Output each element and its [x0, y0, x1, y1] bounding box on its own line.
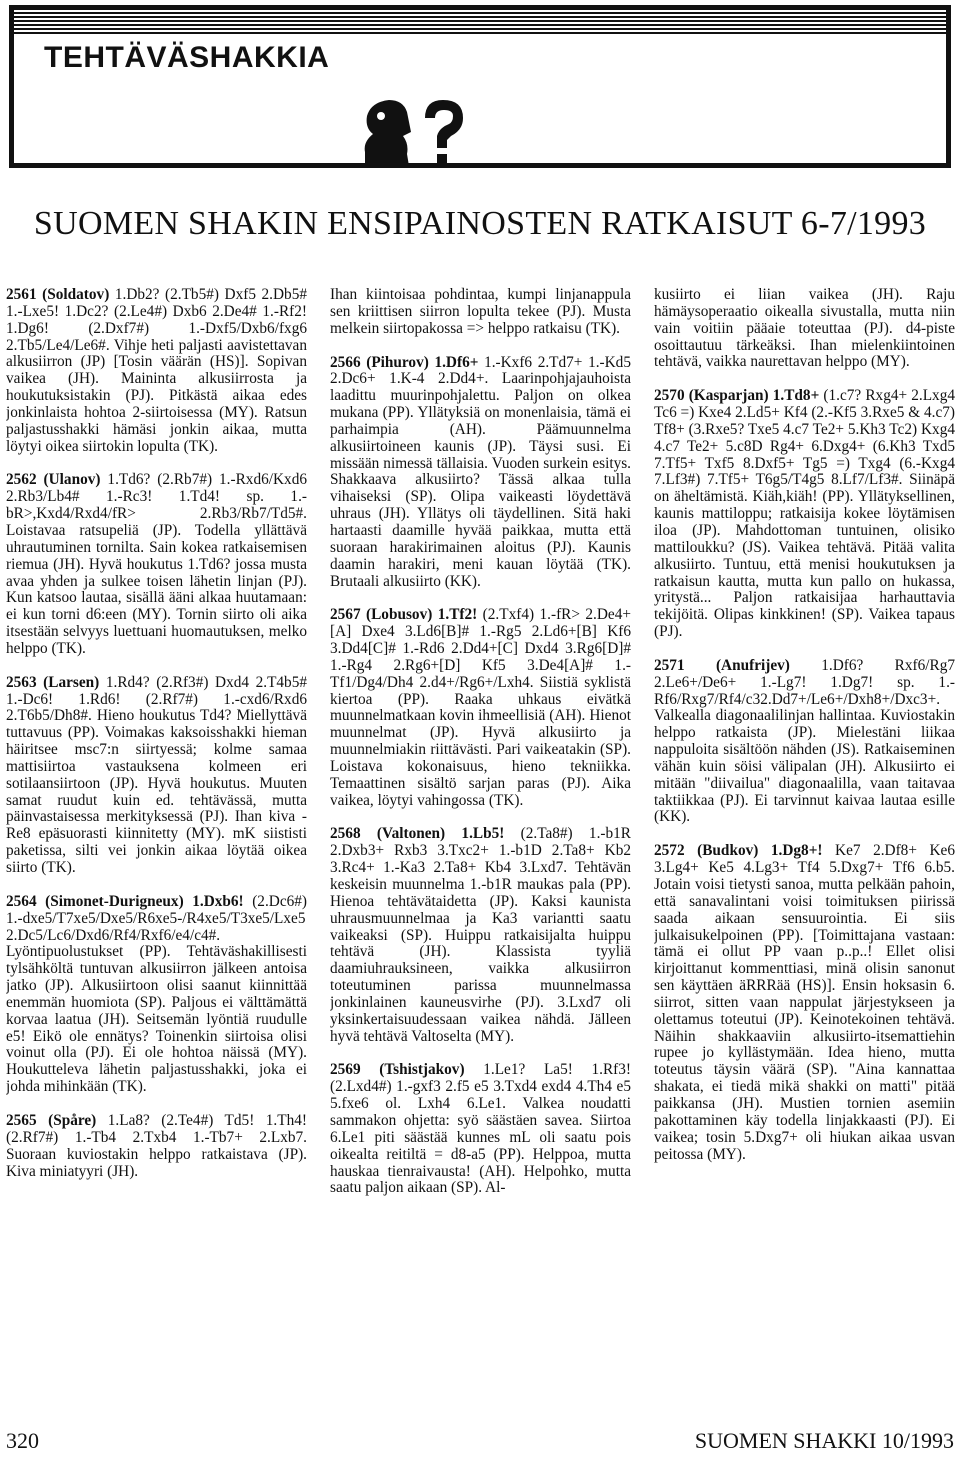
key-move: 1.Dg8+!: [758, 842, 823, 860]
problem-number: 2562 (Ulanov): [6, 471, 101, 489]
key-move: 1.Tf2!: [432, 606, 478, 624]
problem-number: 2564 (Simonet-Durigneux): [6, 892, 184, 910]
solution-entry: [6, 287, 307, 455]
knight-question-logo: [359, 92, 471, 168]
solution-text: (2.Dc6#) 1.-dxe5/T7xe5/Dxe5/R6xe5-/R4xe5/T3xe5/Lxe5 2.Dc5/Lc6/Dxd6/Rf4/Rxf6/e4/c4#. Lyöntipuolustukset (PP). Tehtäväshakillisesti tylsähköltä tuntuvan alkusiirron jälkeen antoisa jatko (JP). Alkusiirtoon olisi saanut kiinnittää enemmän huomiota (SP). Paljous ei välttämättä korvaa laatua (JH). Seitsemän lyöntiä ruudulle e5! Eikö ole ennätys? Toinenkin siirtoisa olisi voinut olla (PJ). Ei ole hohtoa näissä (MY). Houkutteleva lähetin paljastusshakki, joka ei johda mihinkään (TK).: [6, 892, 307, 1096]
solution-entry: [654, 388, 955, 641]
solution-entry: [330, 355, 631, 591]
solution-text: Ihan kiintoisaa pohdintaa, kumpi linjanappula sen kriittisen siirron lopulta tekee (PJ). Musta melkein siirtopakossa => helppo ratkaisu (TK).: [330, 287, 631, 337]
key-move: 1.Td8+: [768, 387, 820, 405]
problem-number: 2567 (Lobusov): [330, 606, 433, 624]
solution-text: kusiirto ei liian vaikea (JH). Raju hämäysoperaatio oikealla sivustalla, mutta niin vain voitiin pääaie toteuttaa (PJ). d4-piste osoittautuu tärkeäksi. Ihan mielenkiintoinen tehtävä, vaikka naurettavan helppo (MY).: [654, 287, 955, 371]
solution-entry: [6, 1113, 307, 1180]
question-mark-icon: [425, 100, 463, 164]
solution-text: (2.Ta8#) 1.-b1R 2.Dxb3+ Rxb3 3.Txc2+ 1.-b1D 2.Ta8+ Kb2 3.Rc4+ 1.-Ka3 2.Ta8+ Kb4 3.Lxd7. Tehtävän keskeisin muunnelma 1.-b1R maukas pala (PP). Hienoa tehtävätaidetta (JP). Kaksi kaunista uhrausmuunnelmaa ja Ka3 variantti saatu vaikeaksi (SP). Huippu ratkaisijalta huippu tehtävä (JH). Klassista tyyliä daamiuhrauksineen, vaikka alkusiirron toteutuminen parissa muunnelmassa jonkinlainen kauneusvirhe (PJ). 3.Lxd7 oli yksinkertaisuudessaan vaikea nähdä. Jälleen hyvä tehtävä Valtoselta (MY).: [330, 825, 631, 1045]
problem-number: 2565 (Spåre): [6, 1111, 97, 1129]
solution-text: 1.-Kxf6 2.Td7+ 1.-Kd5 2.Dc6+ 1.K-4 2.Dd4+. Laarinpohjajauhoista laadittu muurinpohjalettu. Paljon on olkea mukana (PP). Yllätyksiä on monenlaisia, tämä ei parhaimpia (AH). Päämuunnelma alkusiirtoineen kaunis (JP). Täysi susi. Ei missään nimessä tällaisia. Vuoden surkein esitys. Shakkaava alkusiirto? Tässä alkaa tulla vihaiseksi (SP). Olipa vaikeasti löydettävä uhraus (JH). Yllätys oli täydellinen. Sitä haki hartaasti daamille hyvää paikkaa, mutta että suoraan harakirimainen aloitus (PJ). Kaunis daamin harakiri, meni kauan löytää (TK). Brutaali alkusiirto (KK).: [330, 353, 631, 590]
problem-number: 2561 (Soldatov): [6, 287, 110, 303]
magazine-issue: SUOMEN SHAKKI 10/1993: [694, 1428, 954, 1453]
page-footer: [6, 1428, 954, 1456]
solution-text: 1.Df6? Rxf6/Rg7 2.Le6+/De6+ 1.-Lg7! 1.Dg7! sp. 1.-Rf6/Rxg7/Rf4/c32.Dd7+/Le6+/Dxh8+/Dxc3+. Valkealla diagonaalilinjan hallintaa. Kuviostakin helppo ratkaista (JP). Mielestäni liikaa nappuloita sisältöön nähden (JS). Ratkaiseminen vähän kuin söisi välipalan (JH). Alkusiirto ei mitään "diivailua" diagonaalilla, vaan taitavaa taktiikkaa (PJ). Ei tarvinnut kaivaa lautaa esille (KK).: [654, 656, 955, 826]
key-move: 1.Df6+: [428, 353, 479, 371]
problem-number: 2563 (Larsen): [6, 673, 100, 691]
problem-number: 2572 (Budkov): [654, 842, 759, 860]
solution-entry: [654, 658, 955, 826]
problem-number: 2571 (Anufrijev): [654, 656, 790, 674]
solutions-body: [0, 287, 960, 1407]
key-move: 1.Dxb6!: [183, 892, 244, 910]
header-banner: [9, 5, 951, 168]
problem-number: 2569 (Tshistjakov): [330, 1061, 465, 1079]
solution-entry: [330, 1062, 631, 1197]
solution-text: 1.Le1? La5! 1.Rf3! (2.Lxd4#) 1.-gxf3 2.f5 e5 3.Txd4 exd4 4.Th4 e5 5.fxe6 ol. Lxh4 6.Le1. Valkea noudatti sammakon ohjetta: syö säästäen savea. Siirtoa 6.Le1 piti säästää kunnes mL oli saatu pois oikealta reitiltä = d8-a5 (PP). Helppoa, mutta hauskaa tienraivausta! (AH). Helpohko, mutta saatu paljon aikaan (SP). Al-: [330, 1061, 631, 1197]
text-column-1: [6, 287, 307, 1402]
problem-number: 2570 (Kasparjan): [654, 387, 769, 405]
text-column-2: [330, 287, 631, 1402]
banner-stripes: [14, 10, 946, 34]
solution-entry: [330, 826, 631, 1045]
problem-number: 2566 (Pihurov): [330, 353, 429, 371]
problem-number: 2568 (Valtonen): [330, 825, 446, 843]
knight-silhouette-icon: [365, 100, 411, 166]
page-number: 320: [6, 1428, 39, 1453]
key-move: 1.Lb5!: [445, 825, 505, 843]
solution-entry: [330, 287, 631, 338]
page-headline: SUOMEN SHAKIN ENSIPAINOSTEN RATKAISUT 6-7/1993: [33, 205, 927, 242]
solution-entry: [6, 472, 307, 657]
solution-entry: [330, 607, 631, 809]
section-title: TEHTÄVÄSHAKKIA: [44, 41, 330, 74]
solution-text: (1.c7? Rxg4+ 2.Lxg4 Tc6 =) Kxe4 2.Ld5+ Kf4 (2.-Kf5 3.Rxe5 & 4.c7) Tf8+ (3.Rxe5? Txe5 4.c7 Te2+ 5.Kh3 Tc2) Kxg4 4.c7 Te2+ 5.c8D Rg4+ 6.Dxg4+ (6.Kh3 Txd5 7.Tf5+ Txf5 8.Dxf5+ Tg5 =) Txg4 (6.-Kxg4 7.Lf3#) 7.Tf5+ T6g5/T4g5 8.Lf7/Lf3#. Siinäpä on äheltämistä. Kiäh,kiäh! (PP). Yllätyksellinen, kaunis mattiloppu; ratkaisija kokee löytämisen iloa (JP). Mahdottoman tuntuinen, olisiko mattiloukku? (JS). Vaikea tehtävä. Pitää valita alkusiirto. Tuntuu, että menisi houkutuksen ja ratkaisun kautta, mutta kun pallo on hukassa, yritystä... Paljon ratkaisijaa harhauttavia tekijöitä. Olipas kinkkinen! (SP). Vaikea tapaus (PJ).: [654, 387, 955, 641]
solution-text: 1.Db2? (2.Tb5#) Dxf5 2.Db5# 1.-Lxe5! 1.Dc2? (2.Le4#) Dxb6 2.De4# 1.-Rf2! 1.Dg6! (2.Dxf7#) 1.-Dxf5/Dxb6/fxg6 2.Tb5/Le4/Le6#. Vihje heti paljasti aavistettavan alkusiirron (JP) [Tosin väärän (HS)]. Sopivan vaikea (JH). Maininta alkusiirrosta ja houkutuksistakin (PJ). Pitkästä aikaa edes jonkinlaista hohtoa 2-siirtoisessa (MY). Ratsun paljastusshakki hämäsi jonkin aikaa, mutta löytyi oikea siirtokin lopulta (TK).: [6, 287, 307, 455]
solution-text: 1.Rd4? (2.Rf3#) Dxd4 2.T4b5# 1.-Dc6! 1.Rd6! (2.Rf7#) 1.-cxd6/Rxd6 2.T6b5/Dh8#. Hieno houkutus Td4? Miellyttävä tuttavuus (PP). Voimakas kaksoisshakki hieman häiritsee msc7:n siirtyessä; kolme samaa mattisiirtoa vastauksena kolmeen eri sotilaansiirtoon (JP). Hyvä houkutus. Muuten samat ruudut kuin ed. tehtävässä, mutta päinvastaisessa merkityksessä (PJ). Ihan kiva -Re8 epäsuorasti kiinnitetty (MY). mK siististi paketissa, silti vei jonkin aikaa löytää oikea siirto (TK).: [6, 673, 307, 876]
solution-entry: [654, 843, 955, 1163]
solution-entry: [654, 287, 955, 371]
solution-text: 1.La8? (2.Te4#) Td5! 1.Th4! (2.Rf7#) 1.-Tb4 2.Txb4 1.-Tb7+ 2.Lxb7. Suoraan kuviostakin helppo ratkaistava (JP). Kiva miniatyyri (JH).: [6, 1111, 307, 1180]
solution-text: Ke7 2.Df8+ Ke6 3.Lg4+ Ke5 4.Lg3+ Tf4 5.Dxg7+ Tf6 6.b5. Jotain voisi tietysti sanoa, mutta pelkään pahoin, että sanavalintani voisi toimituksen piirissä saada aikaan sensuurointia. Ei siis julkaisukelpoinen (PP). [Toimittajana vastaan: tämä ei ollut PP vaan p..p..! Ellet olisi kirjoittanut kommenttiasi, minä olisin sanonut sen käyttäen äRRRää (HS)]. Ensin hoksasin 6. siirrot, sitten vaan nappulat järjestykseen ja olettamus toteutui (JP). Keinotekoinen tehtävä. Näihin shakkaaviin alkusiirto-itsemattiehin rupee jo kyllästymään. Idea hieno, mutta toteutus täysin väärä (SP). "Aina kannattaa shakata, ei tiedä mikä shakki on matti" pitää paikkansa (JH). Mustien tornien asemiin pakottaminen käy todella linjakkaasti (PJ). Ei vaikea; tosin 5.Dxg7+ oli hiukan aikaa usvan peitossa (MY).: [654, 842, 955, 1163]
solution-entry: [6, 894, 307, 1096]
solution-text: (2.Txf4) 1.-fR> 2.De4+[A] Dxe4 3.Ld6[B]# 1.-Rg5 2.Ld6+[B] Kf6 3.Dd4[C]# 1.-Rd6 2.Dd4+[C] Dxd4 3.Rg6[D]# 1.-Rg4 2.Rg6+[D] Kf5 3.De4[A]# 1.-Tf1/Dg4/Dh4 2.d4+/Rg6+/Lxh4. Siistiä syklistä kiertoa (PP). Raaka uhkaus eivätkä muunnelmatkaan kovin ihmeellisiä (AH). Hienot muunnelmat (JP). Hyvä alkusiirto ja muunnelmiakin riittävästi. Pari vaikeatakin (SP). Loistava kokonaisuus, hieno tekniikka. Temaattinen sisältö sarjan paras (PJ). Aika vaikea, löytyi vahingossa (TK).: [330, 606, 631, 809]
solution-entry: [6, 675, 307, 877]
text-column-3: [654, 287, 955, 1402]
solution-text: 1.Td6? (2.Rb7#) 1.-Rxd6/Kxd6 2.Rb3/Lb4# 1.-Rc3! 1.Td4! sp. 1.-bR>,Kxd4/Rxd4/fR> 2.Rb3/Rb7/Td5#. Loistavaa ratsupeliä (JP). Todella yllättävä uhrautuminen tornilta. Sain kokea ratkaisemisen riemua (JH). Hyvä houkutus 1.Td6? jossa musta avaa yhden ja sulkee toisen lähetin linjan (PJ). Kun katsoo lautaa, sisällä ääni alkaa huutamaan: ei kun torni d6:een (MY). Tornin siirto oli aika itsestään selvyys luettuani huomautuksen, melko helppo (TK).: [6, 471, 307, 657]
